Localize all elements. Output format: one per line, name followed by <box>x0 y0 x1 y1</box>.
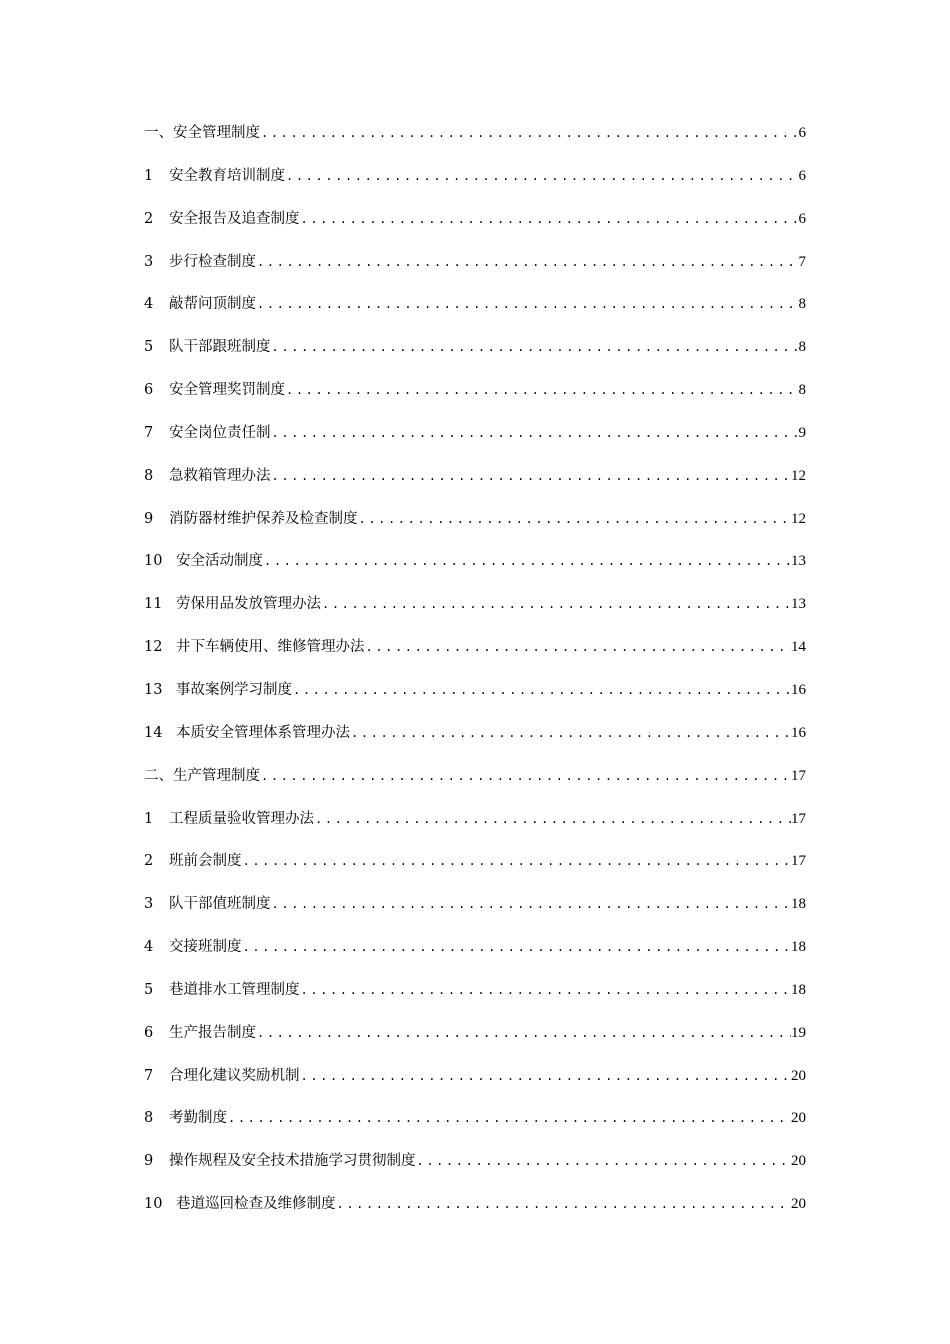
toc-entry-page: 6 <box>798 167 806 184</box>
toc-entry-number: 9 <box>144 1153 154 1170</box>
toc-dot-leader <box>350 721 791 745</box>
toc-entry-title: 消防器材维护保养及检查制度 <box>169 510 358 527</box>
toc-entry[interactable] <box>144 378 806 421</box>
toc-entry-page: 18 <box>791 896 806 913</box>
toc-entry-title: 生产报告制度 <box>169 1024 256 1041</box>
toc-entry-title: 井下车辆使用、维修管理办法 <box>176 639 365 656</box>
toc-entry-number: 14 <box>144 724 163 741</box>
toc-entry-title: 安全教育培训制度 <box>169 167 285 184</box>
toc-entry[interactable] <box>144 1106 806 1149</box>
toc-entry-page: 20 <box>791 1196 806 1213</box>
toc-entry[interactable] <box>144 935 806 978</box>
toc-dot-leader <box>314 807 791 831</box>
toc-dot-leader <box>300 1064 792 1088</box>
toc-entry-title: 劳保用品发放管理办法 <box>176 596 321 613</box>
toc-entry[interactable] <box>144 807 806 850</box>
toc-entry-title: 工程质量验收管理办法 <box>169 810 314 827</box>
toc-entry-number: 5 <box>144 981 154 998</box>
toc-entry-page: 12 <box>791 510 806 527</box>
toc-entry-title: 合理化建议奖励机制 <box>169 1067 300 1084</box>
toc-entry-page: 17 <box>791 767 806 784</box>
toc-entry-number: 6 <box>144 382 154 399</box>
toc-entry-page: 13 <box>791 553 806 570</box>
toc-entry-number: 2 <box>144 210 154 227</box>
toc-dot-leader <box>242 935 792 959</box>
toc-entry-title: 队干部跟班制度 <box>169 339 271 356</box>
toc-entry[interactable] <box>144 592 806 635</box>
toc-entry-page: 6 <box>798 125 806 141</box>
toc-entry-title: 步行检查制度 <box>169 253 256 270</box>
toc-entry[interactable] <box>144 164 806 207</box>
toc-entry-page: 12 <box>791 467 806 484</box>
toc-dot-leader <box>271 421 799 445</box>
toc-entry[interactable] <box>144 1064 806 1107</box>
toc-entry-page: 17 <box>791 853 806 870</box>
toc-entry-page: 13 <box>791 596 806 613</box>
toc-entry-title: 队干部值班制度 <box>169 896 271 913</box>
toc-entry[interactable] <box>144 1149 806 1192</box>
toc-entry[interactable] <box>144 764 806 807</box>
toc-entry-title: 二、生产管理制度 <box>144 767 260 784</box>
toc-dot-leader <box>285 164 799 188</box>
toc-entry[interactable] <box>144 978 806 1021</box>
toc-dot-leader <box>336 1192 792 1216</box>
toc-dot-leader <box>242 849 792 873</box>
toc-entry-number: 4 <box>144 939 154 956</box>
toc-entry-number: 4 <box>144 296 154 313</box>
toc-dot-leader <box>321 592 791 616</box>
toc-entry-title: 本质安全管理体系管理办法 <box>176 724 350 741</box>
toc-entry-title: 敲帮问顶制度 <box>169 296 256 313</box>
toc-dot-leader <box>227 1106 791 1130</box>
toc-dot-leader <box>358 507 792 531</box>
toc-entry[interactable] <box>144 635 806 678</box>
toc-entry-number: 8 <box>144 467 154 484</box>
toc-entry-number: 1 <box>144 810 154 827</box>
toc-dot-leader <box>271 335 799 359</box>
toc-dot-leader <box>292 678 791 702</box>
toc-entry-number: 9 <box>144 510 154 527</box>
toc-entry[interactable] <box>144 1021 806 1064</box>
toc-entry[interactable] <box>144 464 806 507</box>
toc-entry-page: 19 <box>791 1024 806 1041</box>
toc-entry-page: 20 <box>791 1067 806 1084</box>
toc-entry-number: 1 <box>144 167 154 184</box>
toc-entry-title: 巷道排水工管理制度 <box>169 981 300 998</box>
toc-entry[interactable] <box>144 1192 806 1235</box>
toc-entry-title: 安全管理奖罚制度 <box>169 382 285 399</box>
toc-entry-title: 巷道巡回检查及维修制度 <box>176 1196 336 1213</box>
toc-dot-leader <box>263 549 791 573</box>
toc-entry-page: 8 <box>798 382 806 399</box>
toc-entry[interactable] <box>144 250 806 293</box>
toc-dot-leader <box>300 207 799 231</box>
toc-entry-page: 20 <box>791 1110 806 1127</box>
toc-dot-leader <box>256 1021 791 1045</box>
toc-entry-title: 考勤制度 <box>169 1110 227 1127</box>
toc-entry[interactable] <box>144 421 806 464</box>
toc-entry-page: 9 <box>798 424 806 441</box>
toc-entry[interactable] <box>144 121 806 164</box>
toc-entry-number: 3 <box>144 896 154 913</box>
toc-entry-number: 10 <box>144 553 163 570</box>
toc-dot-leader <box>260 121 799 145</box>
toc-entry[interactable] <box>144 507 806 550</box>
toc-dot-leader <box>416 1149 792 1173</box>
toc-entry-number: 12 <box>144 639 163 656</box>
toc-dot-leader <box>365 635 792 659</box>
toc-entry-number: 2 <box>144 853 154 870</box>
toc-entry-number: 5 <box>144 339 154 356</box>
toc-entry-number: 13 <box>144 681 163 698</box>
toc-entry-title: 操作规程及安全技术措施学习贯彻制度 <box>169 1153 416 1170</box>
toc-entry-page: 16 <box>791 681 806 698</box>
toc-entry-title: 交接班制度 <box>169 939 242 956</box>
toc-entry-number: 7 <box>144 1067 154 1084</box>
toc-dot-leader <box>260 764 791 788</box>
toc-entry-page: 17 <box>791 810 806 827</box>
toc-entry[interactable] <box>144 549 806 592</box>
toc-entry-title: 班前会制度 <box>169 853 242 870</box>
toc-entry-page: 6 <box>798 210 806 227</box>
toc-entry-page: 14 <box>791 639 806 656</box>
toc-entry[interactable] <box>144 335 806 378</box>
toc-entry-number: 11 <box>144 596 163 613</box>
toc-entry-number: 7 <box>144 424 154 441</box>
toc-entry-title: 一、安全管理制度 <box>144 125 260 141</box>
toc-entry-page: 20 <box>791 1153 806 1170</box>
toc-entry-page: 8 <box>798 296 806 313</box>
toc-entry-page: 7 <box>798 253 806 270</box>
toc-dot-leader <box>271 892 792 916</box>
toc-entry-number: 3 <box>144 253 154 270</box>
toc-dot-leader <box>271 464 792 488</box>
toc-entry[interactable] <box>144 721 806 764</box>
toc-entry-number: 8 <box>144 1110 154 1127</box>
toc-entry[interactable] <box>144 849 806 892</box>
toc-dot-leader <box>300 978 792 1002</box>
toc-entry-page: 18 <box>791 981 806 998</box>
toc-entry-number: 6 <box>144 1024 154 1041</box>
toc-entry[interactable] <box>144 207 806 250</box>
toc-entry-page: 18 <box>791 939 806 956</box>
toc-dot-leader <box>285 378 799 402</box>
toc-entry-number: 10 <box>144 1196 163 1213</box>
toc-entry[interactable] <box>144 292 806 335</box>
toc-entry-page: 16 <box>791 724 806 741</box>
toc-entry-title: 事故案例学习制度 <box>176 681 292 698</box>
toc-entry-title: 急救箱管理办法 <box>169 467 271 484</box>
toc-entry-title: 安全活动制度 <box>176 553 263 570</box>
table-of-contents <box>144 121 806 1235</box>
toc-entry[interactable] <box>144 892 806 935</box>
toc-entry-title: 安全报告及追查制度 <box>169 210 300 227</box>
toc-entry[interactable] <box>144 678 806 721</box>
toc-entry-page: 8 <box>798 339 806 356</box>
toc-entry-title: 安全岗位责任制 <box>169 424 271 441</box>
toc-dot-leader <box>256 292 799 316</box>
toc-dot-leader <box>256 250 799 274</box>
